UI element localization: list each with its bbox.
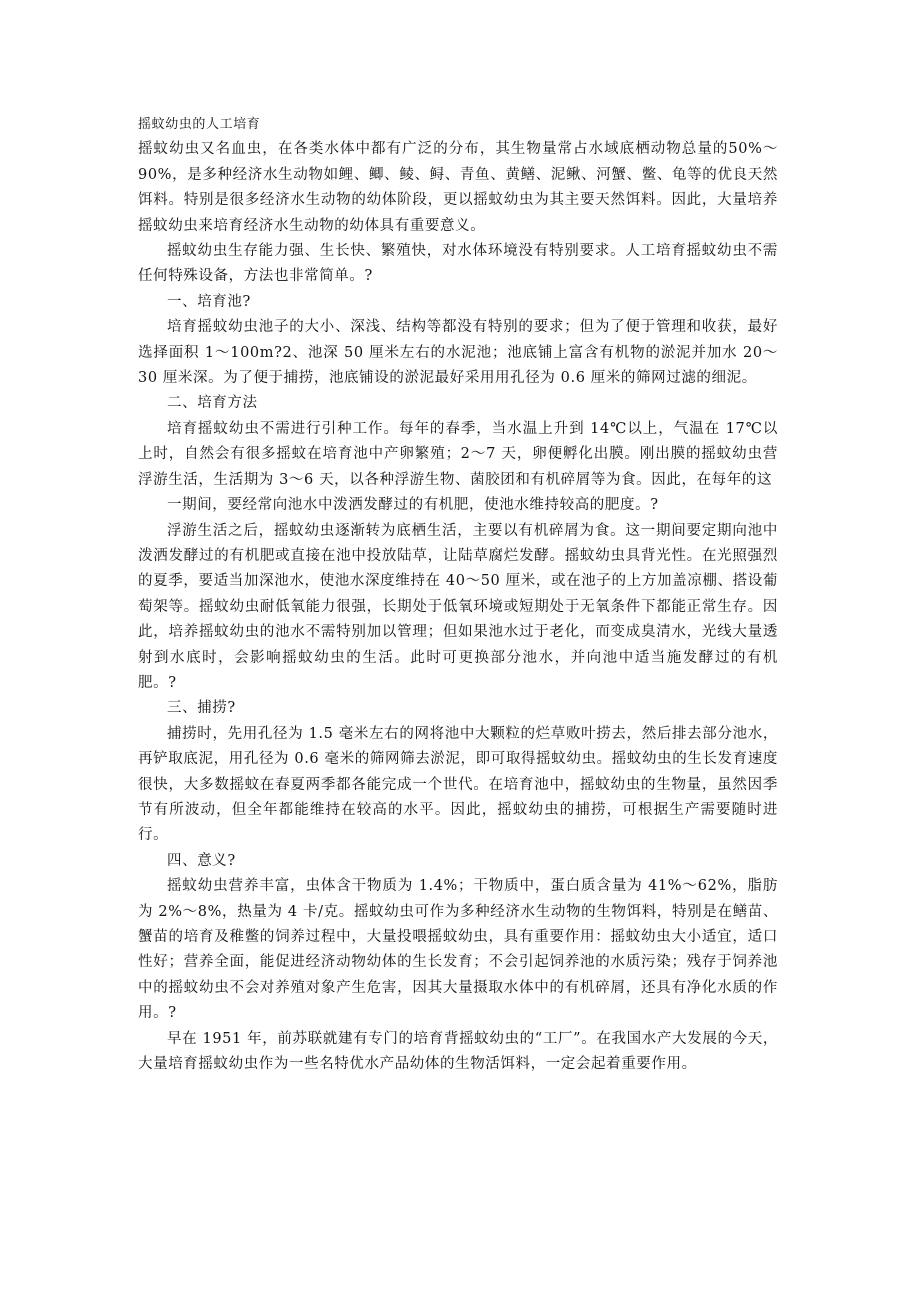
section-heading-pond: 一、培育池? (167, 293, 251, 310)
document-title: 摇蚊幼虫的人工培育 (138, 117, 261, 132)
section-heading-significance: 四、意义? (167, 852, 236, 869)
paragraph-overview: 摇蚊幼虫生存能力强、生长快、繁殖快，对水体环境没有特别要求。人工培育摇蚊幼虫不需任何特殊设备，方法也非常简单。? (138, 243, 778, 285)
document-page (138, 112, 778, 1077)
paragraph-benthic: 浮游生活之后，摇蚊幼虫逐渐转为底栖生活，主要以有机碎屑为食。这一期间要定期向池中泼洒发酵过的有机肥或直接在池中投放陆草，让陆草腐烂发酵。摇蚊幼虫具背光性。在光照强烈的夏季，要适当加深池水，使池水深度维持在 40～50 厘米，或在池子的上方加盖凉棚、搭设葡萄架等。摇蚊幼虫耐低氧能力很强，长期处于低氧环境或短期处于无氧条件下都能正常生存。因此，培养摇蚊幼虫的池水不需特别加以管理；但如果池水过于老化，而变成臭清水，光线大量透射到水底时，会影响摇蚊幼虫的生活。此时可更换部分池水，并向池中适当施发酵过的有机肥。? (138, 522, 778, 691)
paragraph-conclusion: 早在 1951 年，前苏联就建有专门的培育背摇蚊幼虫的“工厂”。在我国水产大发展的今天，大量培育摇蚊幼虫作为一些名特优水产品幼体的生物活饵料，一定会起着重要作用。 (138, 1030, 778, 1073)
paragraph-method: 培育摇蚊幼虫不需进行引种工作。每年的春季，当水温上升到 14℃以上，气温在 17℃以上时，自然会有很多摇蚊在培育池中产卵繁殖；2～7 天，卵便孵化出膜。刚出膜的摇蚊幼虫营浮游生活，生活期为 3～6 天，以各种浮游生物、菌胶团和有机碎屑等为食。因此，在每年的这 (138, 420, 778, 488)
paragraph-harvest: 捕捞时，先用孔径为 1.5 毫米左右的网将池中大颗粒的烂草败叶捞去，然后排去部分池水，再铲取底泥，用孔径为 0.6 毫米的筛网筛去淤泥，即可取得摇蚊幼虫。摇蚊幼虫的生长发育速度很快，大多数摇蚊在春夏两季都各能完成一个世代。在培育池中，摇蚊幼虫的生物量，虽然因季节有所波动，但全年都能维持在较高的水平。因此，摇蚊幼虫的捕捞，可根据生产需要随时进行。 (138, 725, 778, 844)
paragraph-pond: 培育摇蚊幼虫池子的大小、深浅、结构等都没有特别的要求；但为了便于管理和收获，最好选择面积 1～100m?2、池深 50 厘米左右的水泥池；池底铺上富含有机物的淤泥并加水 20～30 厘米深。为了便于捕捞，池底铺设的淤泥最好采用用孔径为 0.6 厘米的筛网过滤的细泥。 (138, 319, 778, 387)
paragraph-intro: 摇蚊幼虫又名血虫，在各类水体中都有广泛的分布，其生物量常占水域底栖动物总量的50%～90%，是多种经济水生动物如鲤、鲫、鲮、鲟、青鱼、黄鳝、泥鳅、河蟹、鳖、龟等的优良天然饵料。特别是很多经济水生动物的幼体阶段，更以摇蚊幼虫为其主要天然饵料。因此，大量培养摇蚊幼虫来培育经济水生动物的幼体具有重要意义。 (138, 141, 778, 234)
section-heading-harvest: 三、捕捞? (167, 700, 236, 717)
paragraph-significance: 摇蚊幼虫营养丰富，虫体含干物质为 1.4%；干物质中，蛋白质含量为 41%～62%，脂肪为 2%～8%，热量为 4 卡/克。摇蚊幼虫可作为多种经济水生动物的生物饵料，特别是在鳝苗、蟹苗的培育及稚鳖的饲养过程中，大量投喂摇蚊幼虫，具有重要作用：摇蚊幼虫大小适宜，适口性好；营养全面，能促进经济动物幼体的生长发育；不会引起饲养池的水质污染；残存于饲养池中的摇蚊幼虫不会对养殖对象产生危害，因其大量摄取水体中的有机碎屑，还具有净化水质的作用。? (138, 878, 778, 1022)
section-heading-method: 二、培育方法 (167, 395, 258, 412)
paragraph-method-continued: 一期间，要经常向池水中泼洒发酵过的有机肥，使池水维持较高的肥度。? (167, 497, 659, 514)
